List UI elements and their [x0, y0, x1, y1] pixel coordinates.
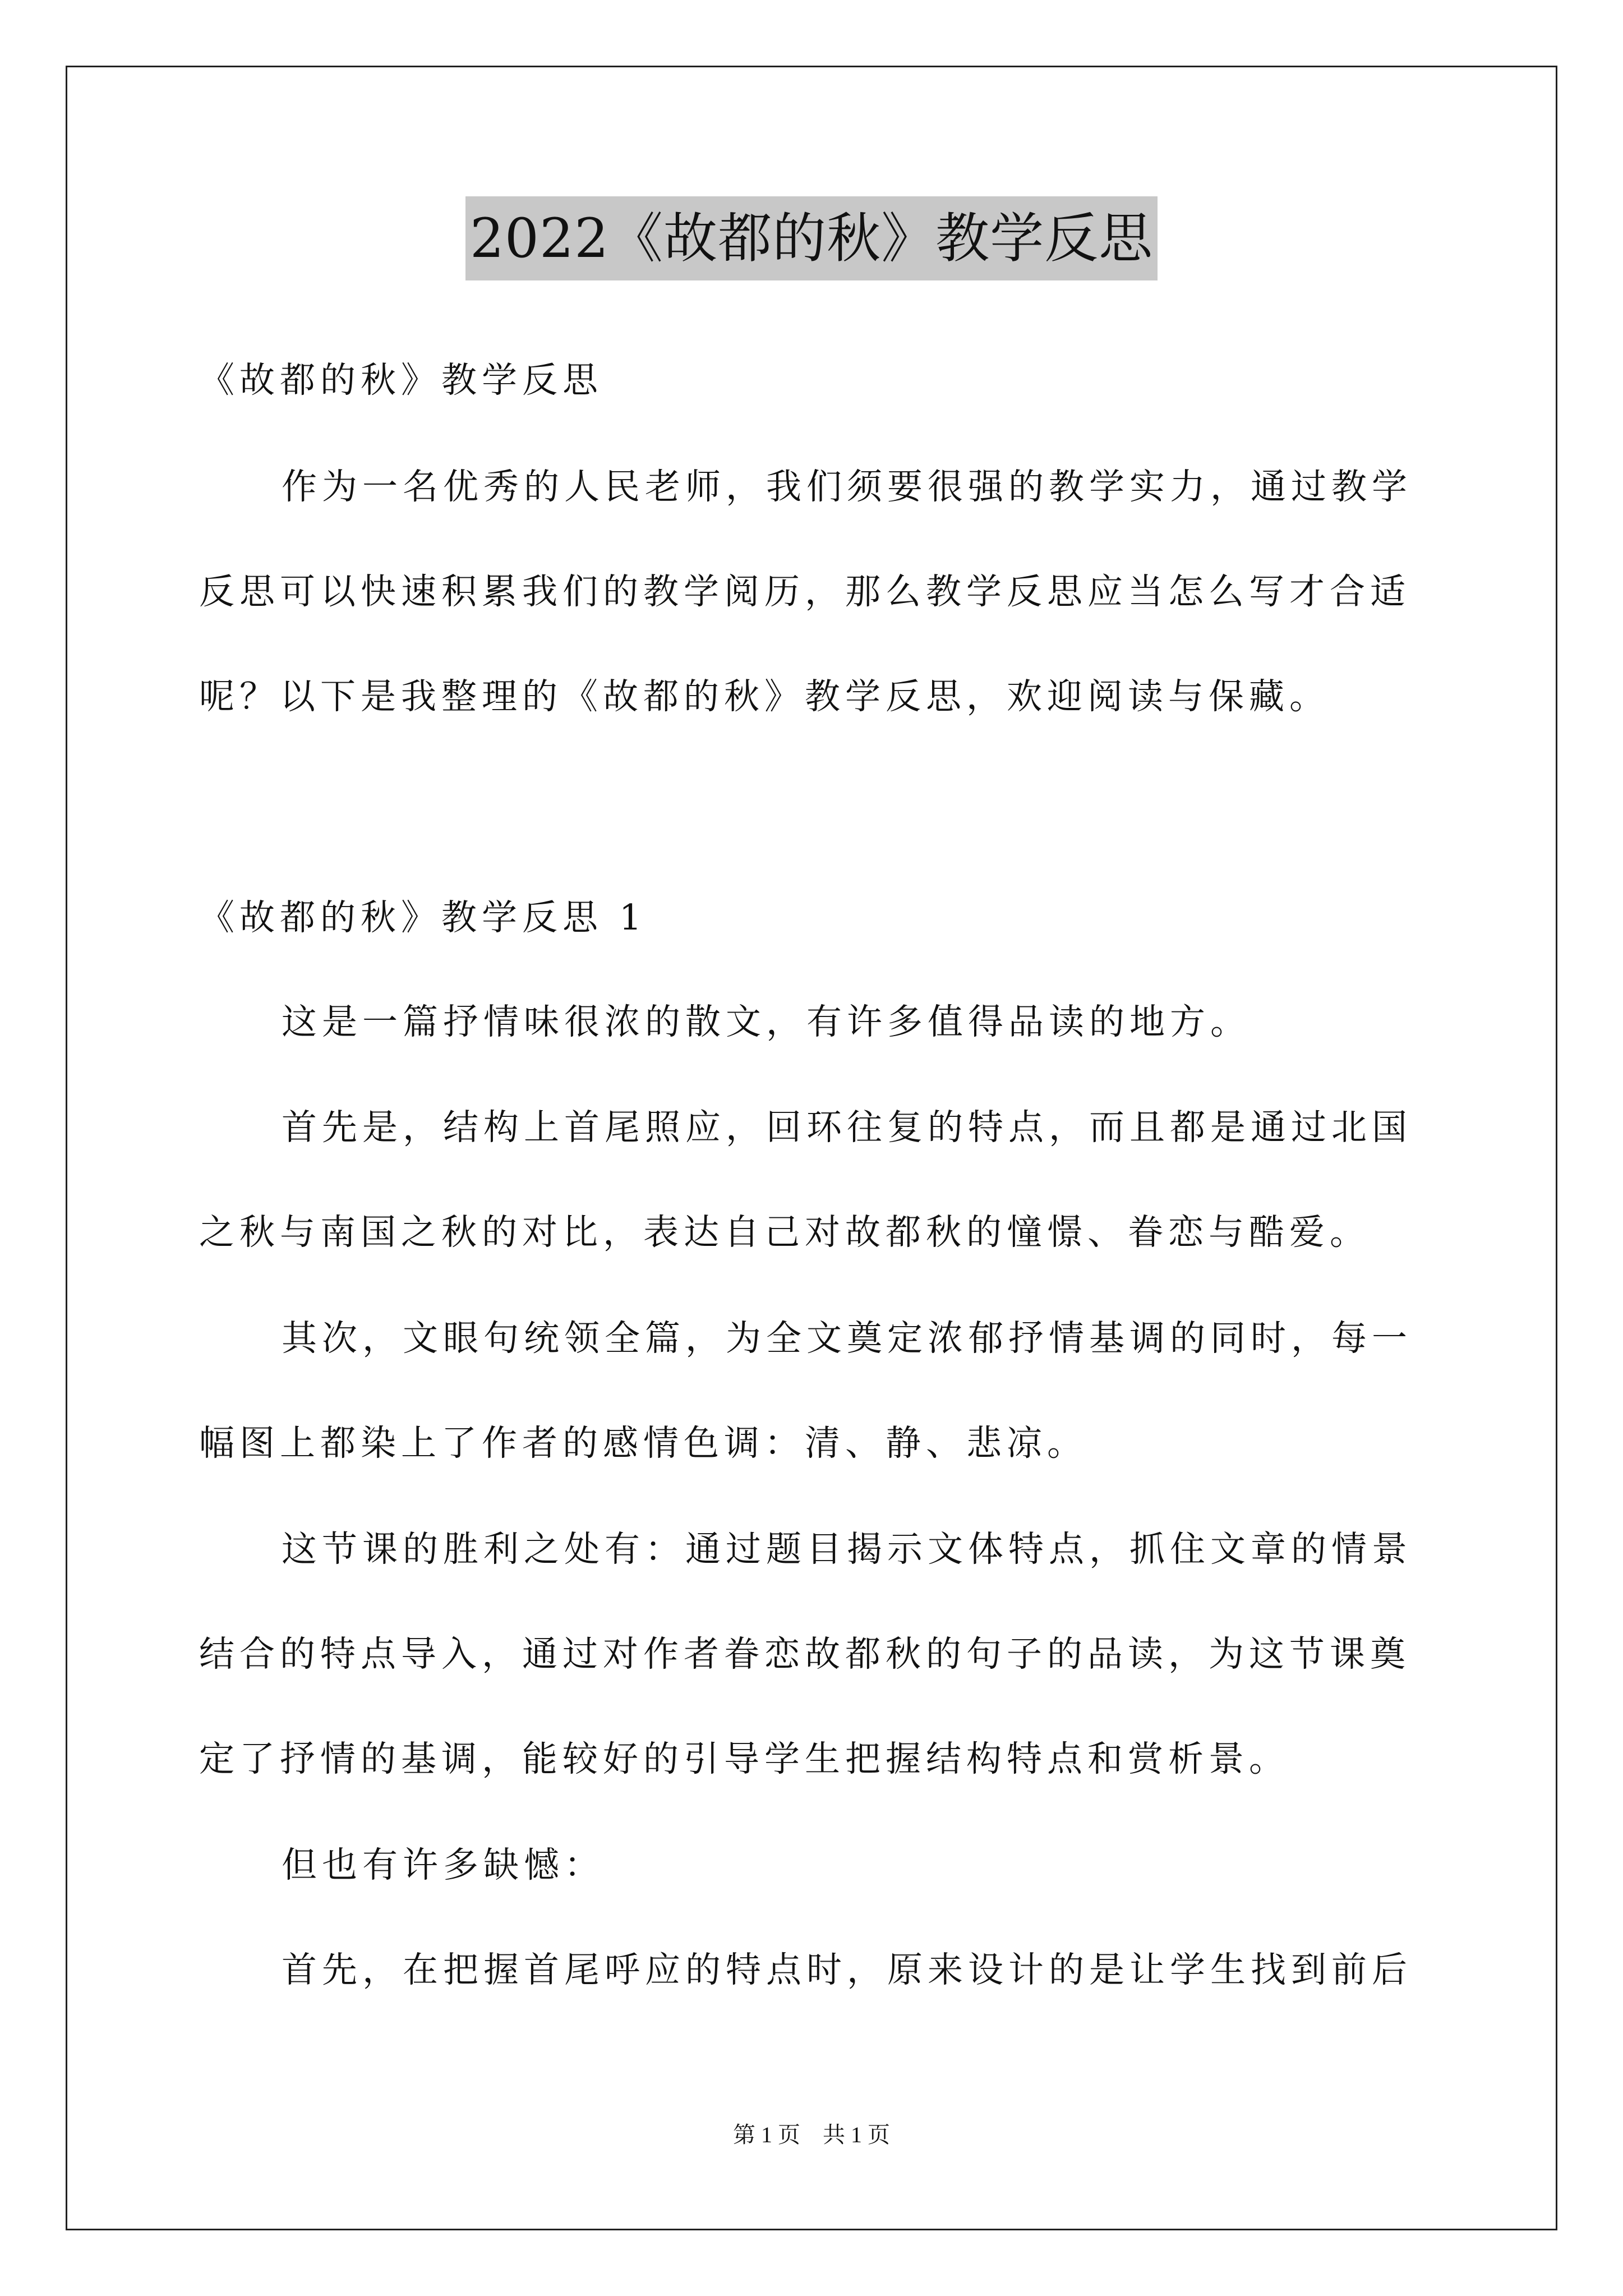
intro-line-3: 呢？以下是我整理的《故都的秋》教学反思，欢迎阅读与保藏。: [199, 676, 1330, 717]
body-line-3: 之秋与南国之秋的对比，表达自己对故都秋的憧憬、眷恋与酷爱。: [199, 1212, 1370, 1253]
body-line-10: 首先，在把握首尾呼应的特点时，原来设计的是让学生找到前后: [282, 1949, 1412, 1990]
body-line-5: 幅图上都染上了作者的感情色调：清、静、悲凉。: [199, 1423, 1087, 1464]
body-line-9: 但也有许多缺憾：: [282, 1844, 605, 1885]
body-line-7: 结合的特点导入，通过对作者眷恋故都秋的句子的品读，为这节课奠: [199, 1634, 1410, 1674]
body-line-6: 这节课的胜利之处有：通过题目揭示文体特点，抓住文章的情景: [282, 1529, 1412, 1570]
subtitle: 《故都的秋》教学反思: [199, 360, 603, 401]
body-line-2: 首先是，结构上首尾照应，回环往复的特点，而且都是通过北国: [282, 1107, 1412, 1148]
body-line-4: 其次，文眼句统领全篇，为全文奠定浓郁抒情基调的同时，每一: [282, 1318, 1412, 1359]
document-title: 2022《故都的秋》教学反思: [465, 196, 1158, 280]
page-footer: 第 1 页 共 1 页: [733, 2122, 890, 2147]
body-line-8: 定了抒情的基调，能较好的引导学生把握结构特点和赏析景。: [199, 1738, 1289, 1779]
body-line-1: 这是一篇抒情味很浓的散文，有许多值得品读的地方。: [282, 1001, 1251, 1042]
intro-line-2: 反思可以快速积累我们的教学阅历，那么教学反思应当怎么写才合适: [199, 571, 1410, 612]
title-container: [0, 196, 1623, 280]
intro-line-1: 作为一名优秀的人民老师，我们须要很强的教学实力，通过教学: [282, 466, 1412, 507]
section-heading: 《故都的秋》教学反思 1: [199, 897, 647, 938]
